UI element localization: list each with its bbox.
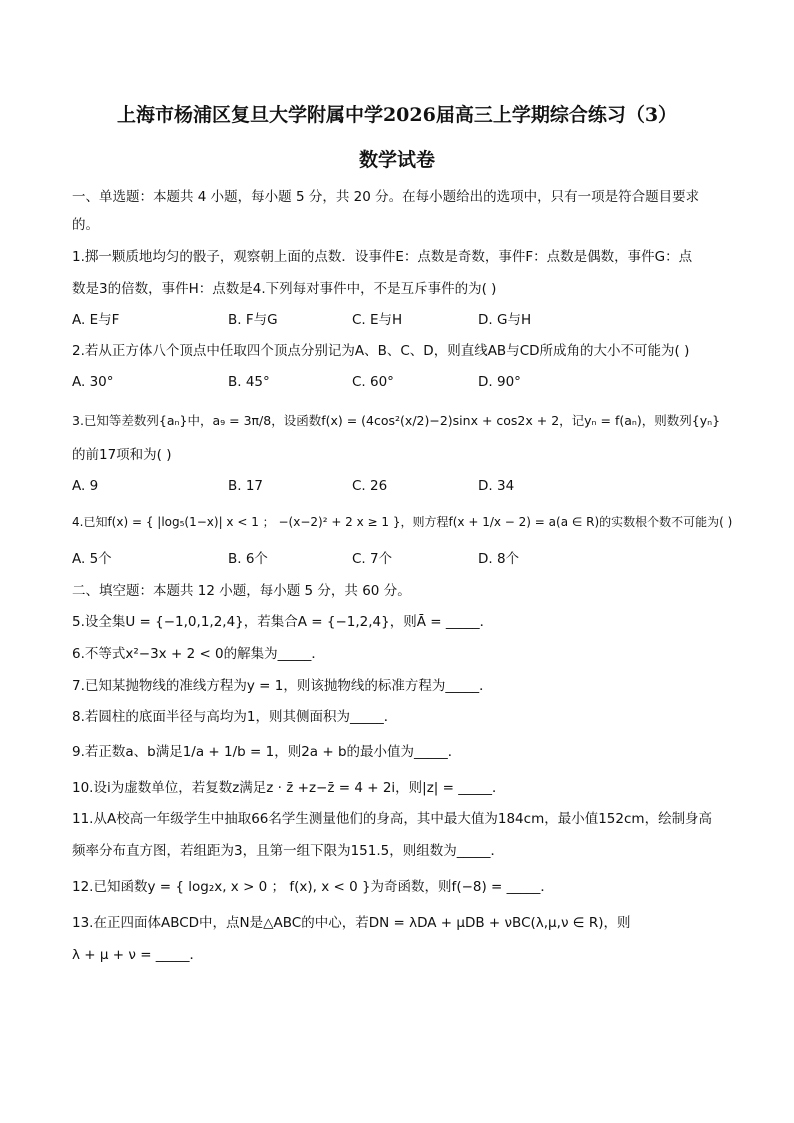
- q2-option-d: D. 90°: [478, 374, 521, 390]
- question-4-line1: 4.已知f(x) = { |log₅(1−x)| x < 1 ； −(x−2)² + 2 x ≥ 1 }，则方程f(x + 1/x − 2) = a(a ∈ R)的实数根个数不可能为( ): [72, 515, 733, 529]
- question-5: 5.设全集U = {−1,0,1,2,4}，若集合A = {−1,2,4}，则Ā = _____．: [72, 614, 494, 630]
- question-1-line2: 数是3的倍数，事件H：点数是4.下列每对事件中，不是互斥事件的为( ): [72, 281, 497, 297]
- q1-option-d: D. G与H: [478, 312, 532, 328]
- question-8: 8.若圆柱的底面半径与高均为1，则其侧面积为_____．: [72, 709, 398, 725]
- question-13-line1: 13.在正四面体ABCD中，点N是△ABC的中心，若DN = λDA + μDB + νBC(λ,μ,ν ∈ R)，则: [72, 915, 631, 931]
- q4-option-d: D. 8个: [478, 551, 520, 567]
- section2-header: 二、填空题：本题共 12 小题，每小题 5 分，共 60 分。: [72, 583, 411, 599]
- exam-title: 上海市杨浦区复旦大学附属中学2026届高三上学期综合练习（3）: [116, 104, 678, 126]
- section1-header-cont: 的。: [72, 217, 99, 233]
- question-2-line1: 2.若从正方体八个顶点中任取四个顶点分别记为A、B、C、D，则直线AB与CD所成角的大小不可能为( ): [72, 343, 690, 359]
- q3-option-a: A. 9: [72, 478, 99, 494]
- question-3-line1: 3.已知等差数列{aₙ}中，a₉ = 3π/8，设函数f(x) = (4cos²(x/2)−2)sinx + cos2x + 2，记yₙ = f(aₙ)，则数列{yₙ}: [72, 413, 721, 428]
- question-1-line1: 1.掷一颗质地均匀的骰子，观察朝上面的点数．设事件E：点数是奇数，事件F：点数是偶数，事件G：点: [72, 249, 693, 265]
- q2-option-c: C. 60°: [352, 374, 394, 390]
- q4-option-a: A. 5个: [72, 551, 112, 567]
- question-11-line1: 11.从A校高一年级学生中抽取66名学生测量他们的身高，其中最大值为184cm，最小值152cm，绘制身高: [72, 811, 713, 827]
- q1-option-b: B. F与G: [228, 312, 278, 328]
- q1-option-a: A. E与F: [72, 312, 120, 328]
- question-12: 12.已知函数y = { log₂x, x > 0 ； f(x), x < 0 }为奇函数，则f(−8) = _____．: [72, 879, 554, 895]
- question-11-line2: 频率分布直方图，若组距为3，且第一组下限为151.5，则组数为_____．: [72, 843, 504, 859]
- exam-subtitle: 数学试卷: [358, 149, 435, 171]
- q3-option-c: C. 26: [352, 478, 388, 494]
- q1-option-c: C. E与H: [352, 312, 403, 328]
- q4-option-c: C. 7个: [352, 551, 393, 567]
- q2-option-b: B. 45°: [228, 374, 270, 390]
- question-7: 7.已知某抛物线的准线方程为y = 1，则该抛物线的标准方程为_____．: [72, 678, 493, 694]
- question-6: 6.不等式x²−3x + 2 < 0的解集为_____．: [72, 646, 325, 662]
- question-3-line2: 的前17项和为( ): [72, 447, 172, 463]
- q4-option-b: B. 6个: [228, 551, 268, 567]
- q3-option-d: D. 34: [478, 478, 515, 494]
- section1-header: 一、单选题：本题共 4 小题，每小题 5 分，共 20 分。在每小题给出的选项中，只有一项是符合题目要求: [72, 189, 700, 205]
- question-9: 9.若正数a、b满足1/a + 1/b = 1，则2a + b的最小值为_____．: [72, 744, 462, 760]
- question-10: 10.设i为虚数单位，若复数z满足z · z̄ +z−z̄ = 4 + 2i，则|z| = _____．: [72, 780, 506, 796]
- q3-option-b: B. 17: [228, 478, 264, 494]
- question-13-line2: λ + μ + ν = _____．: [72, 947, 204, 963]
- q2-option-a: A. 30°: [72, 374, 114, 390]
